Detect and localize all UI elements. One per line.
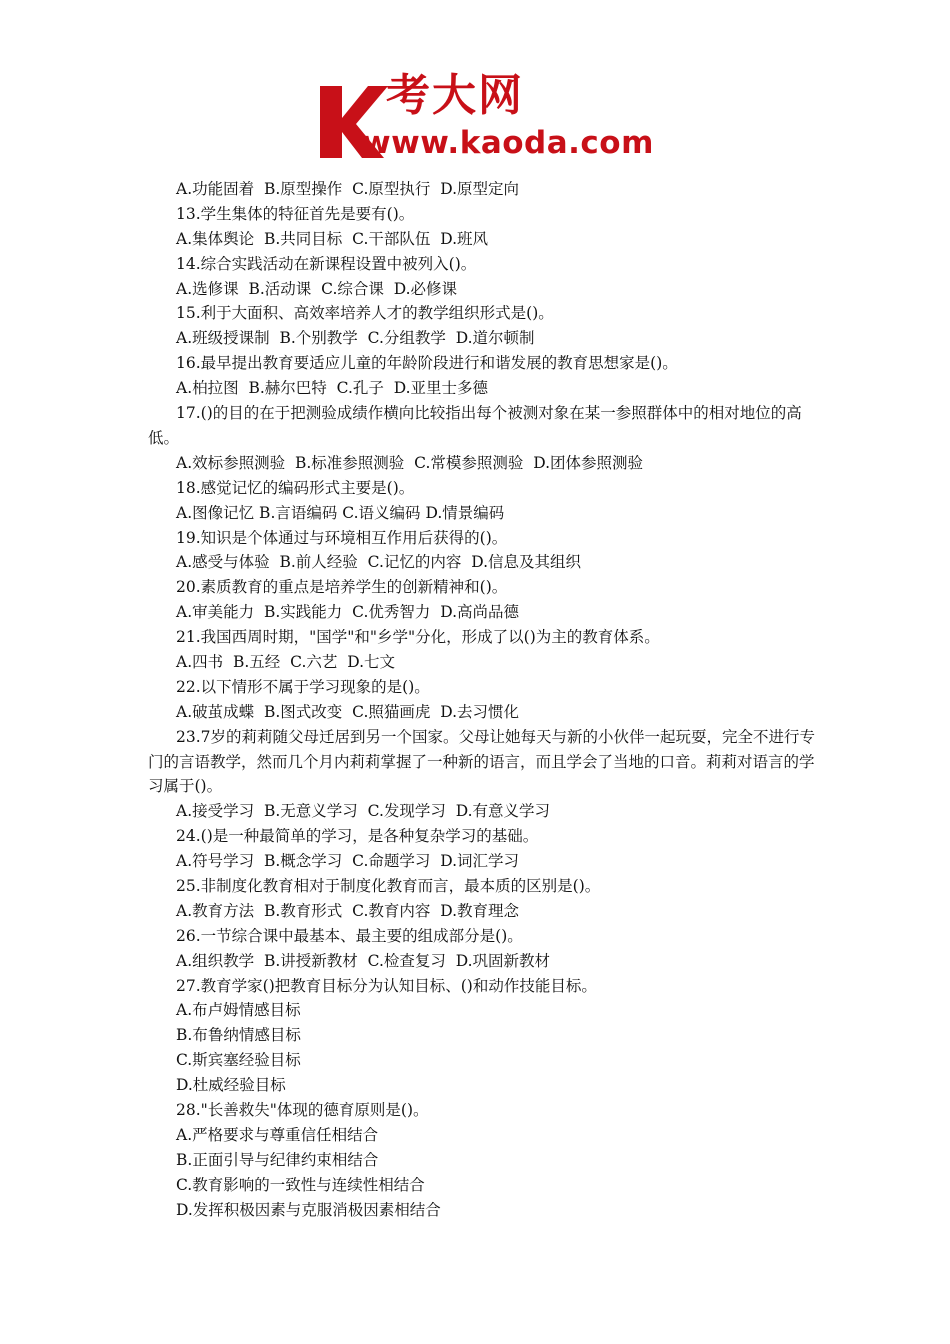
text-line: A.柏拉图 B.赫尔巴特 C.孔子 D.亚里士多德 — [176, 379, 489, 398]
text-line: A.组织教学 B.讲授新教材 C.检查复习 D.巩固新教材 — [176, 951, 551, 970]
text-line: 16.最早提出教育要适应儿童的年龄阶段进行和谐发展的教育思想家是()。 — [176, 354, 678, 373]
text-line: D.杜威经验目标 — [176, 1076, 286, 1095]
text-line: 25.非制度化教育相对于制度化教育而言，最本质的区别是()。 — [176, 877, 601, 896]
text-line: C.教育影响的一致性与连续性相结合 — [176, 1175, 425, 1194]
text-line: A.接受学习 B.无意义学习 C.发现学习 D.有意义学习 — [176, 802, 551, 821]
text-line: A.功能固着 B.原型操作 C.原型执行 D.原型定向 — [176, 180, 520, 198]
text-line: A.教育方法 B.教育形式 C.教育内容 D.教育理念 — [176, 901, 520, 920]
question-list — [148, 177, 816, 1222]
text-line: 18.感觉记忆的编码形式主要是()。 — [176, 478, 415, 497]
text-line: 22.以下情形不属于学习现象的是()。 — [176, 677, 430, 696]
text-line: 24.()是一种最简单的学习，是各种复杂学习的基础。 — [176, 827, 539, 846]
text-line: D.发挥积极因素与克服消极因素相结合 — [176, 1200, 441, 1219]
text-line: 21.我国西周时期，"国学"和"乡学"分化，形成了以()为主的教育体系。 — [176, 628, 660, 647]
question-23: 23.7岁的莉莉随父母迁居到另一个国家。父母让她每天与新的小伙伴一起玩耍，完全不进行专门的言语教学，然而几个月内莉莉掌握了一种新的语言，而且学会了当地的口音。莉莉对语言的学习属于()。 — [148, 727, 816, 796]
text-line: A.感受与体验 B.前人经验 C.记忆的内容 D.信息及其组织 — [176, 553, 582, 572]
question-17: 17.()的目的在于把测验成绩作横向比较指出每个被测对象在某一参照群体中的相对地位的高低。 — [148, 404, 802, 447]
kaoda-logo — [316, 70, 654, 162]
text-line: A.集体舆论 B.共同目标 C.干部队伍 D.班风 — [176, 229, 489, 248]
text-line: 20.素质教育的重点是培养学生的创新精神和()。 — [176, 578, 508, 597]
text-line: C.斯宾塞经验目标 — [176, 1051, 301, 1070]
text-line: 26.一节综合课中最基本、最主要的组成部分是()。 — [176, 926, 523, 945]
text-line: A.效标参照测验 B.标准参照测验 C.常模参照测验 D.团体参照测验 — [176, 453, 644, 472]
text-line: B.正面引导与纪律约束相结合 — [176, 1150, 379, 1169]
text-line: A.图像记忆 B.言语编码 C.语义编码 D.情景编码 — [176, 503, 505, 522]
text-line: B.布鲁纳情感目标 — [176, 1026, 301, 1045]
text-line: A.选修课 B.活动课 C.综合课 D.必修课 — [176, 279, 458, 298]
text-line: A.符号学习 B.概念学习 C.命题学习 D.词汇学习 — [176, 852, 520, 871]
text-line: A.班级授课制 B.个别教学 C.分组教学 D.道尔顿制 — [176, 329, 535, 348]
text-line: A.严格要求与尊重信任相结合 — [176, 1125, 379, 1144]
text-line: A.布卢姆情感目标 — [176, 1001, 301, 1020]
text-line: 19.知识是个体通过与环境相互作用后获得的()。 — [176, 528, 508, 547]
brand-url: www.kaoda.com — [362, 125, 654, 161]
text-line: A.四书 B.五经 C.六艺 D.七文 — [176, 652, 396, 671]
text-line: 28."长善救失"体现的德育原则是()。 — [176, 1101, 429, 1120]
text-line: 15.利于大面积、高效率培养人才的教学组织形式是()。 — [176, 304, 554, 323]
text-line: 14.综合实践活动在新课程设置中被列入()。 — [176, 254, 477, 273]
brand-name: 考大网 — [386, 70, 524, 121]
text-line: 27.教育学家()把教育目标分为认知目标、()和动作技能目标。 — [176, 976, 597, 995]
text-line: A.破茧成蝶 B.图式改变 C.照猫画虎 D.去习惯化 — [176, 702, 520, 721]
text-line: A.审美能力 B.实践能力 C.优秀智力 D.高尚品德 — [176, 603, 520, 622]
text-line: 13.学生集体的特征首先是要有()。 — [176, 204, 415, 223]
